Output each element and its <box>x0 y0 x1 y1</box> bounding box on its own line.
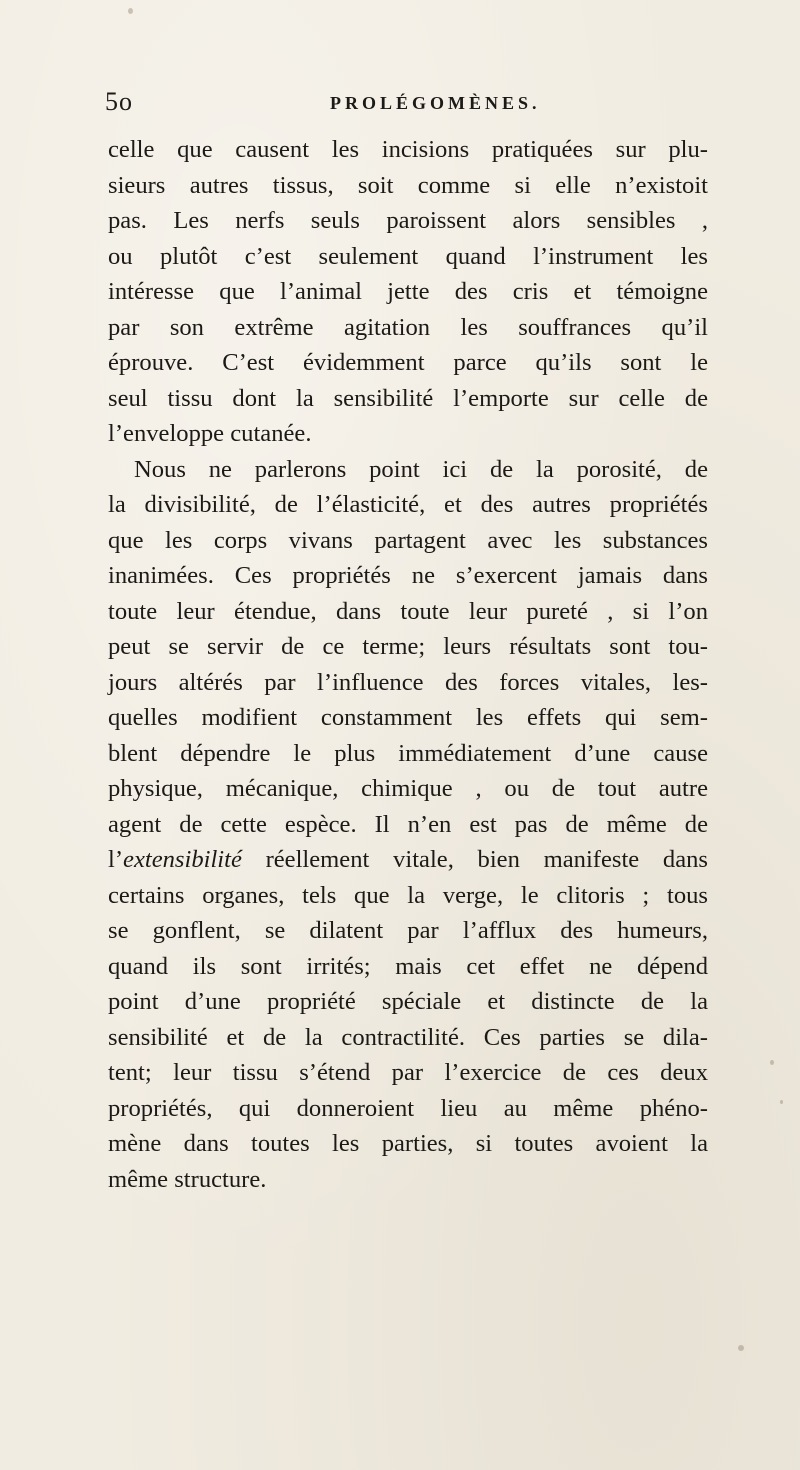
text-line: blent dépendre le plus immédiatement d’une cause <box>108 739 708 767</box>
text-line: mène dans toutes les parties, si toutes avoient la <box>108 1130 708 1157</box>
text-line: par son extrême agitation les souffrances qu’il <box>108 313 708 341</box>
text-line: pas. Les nerfs seuls paroissent alors sensibles , <box>108 207 708 234</box>
text-line: propriétés, qui donneroient lieu au même phéno- <box>108 1094 708 1122</box>
italic-line-rest: réellement vitale, bien manifeste dans <box>241 846 708 873</box>
text-line: ou plutôt c’est seulement quand l’instrument les <box>108 242 708 270</box>
text-line: celle que causent les incisions pratiquées sur plu- <box>108 136 708 163</box>
text-line: quelles modifient constamment les effets qui sem- <box>108 704 708 731</box>
page-number: 5o <box>105 87 133 116</box>
text-line: sieurs autres tissus, soit comme si elle n’existoit <box>108 171 708 199</box>
text-line: seul tissu dont la sensibilité l’emporte sur celle de <box>108 384 708 412</box>
text-line: certains organes, tels que la verge, le clitoris ; tous <box>108 881 708 909</box>
text-line: même structure. <box>108 1165 267 1193</box>
text-line: peut se servir de ce terme; leurs résultats sont tou- <box>108 633 708 660</box>
text-line: jours altérés par l’influence des forces vitales, les- <box>108 668 708 696</box>
text-line: la divisibilité, de l’élasticité, et des autres propriétés <box>108 491 708 518</box>
running-title: PROLÉGOMÈNES. <box>330 93 541 113</box>
text-line: tent; leur tissu s’étend par l’exercice de ces deux <box>108 1059 708 1086</box>
italic-line-article: l’ <box>108 846 124 873</box>
text-line: point d’une propriété spéciale et distincte de la <box>108 988 708 1015</box>
text-line: agent de cette espèce. Il n’en est pas de même de <box>108 810 708 838</box>
text-line: toute leur étendue, dans toute leur pureté , si l’on <box>108 597 708 625</box>
paper-speck <box>780 1100 783 1104</box>
text-line: intéresse que l’animal jette des cris et témoigne <box>108 278 708 305</box>
text-line: physique, mécanique, chimique , ou de tout autre <box>108 775 708 802</box>
paper-speck <box>738 1345 744 1351</box>
body-text <box>108 132 708 1197</box>
paper-speck <box>770 1060 774 1065</box>
paragraph-1 <box>108 132 708 452</box>
text-line: inanimées. Ces propriétés ne s’exercent jamais dans <box>108 562 708 589</box>
text-line: Nous ne parlerons point ici de la porosité, de <box>134 455 708 483</box>
text-line: que les corps vivans partagent avec les substances <box>108 526 708 554</box>
text-line: éprouve. C’est évidemment parce qu’ils sont le <box>108 349 708 376</box>
paper-speck <box>128 8 133 14</box>
text-line: se gonflent, se dilatent par l’afflux des humeurs, <box>108 917 708 944</box>
italic-term: extensibilité <box>123 846 242 873</box>
text-line-italic <box>108 842 708 878</box>
paragraph-2 <box>108 452 708 1198</box>
text-line: l’enveloppe cutanée. <box>108 420 312 447</box>
text-line: quand ils sont irrités; mais cet effet ne dépend <box>108 952 708 980</box>
text-line: sensibilité et de la contractilité. Ces parties se dila- <box>108 1023 708 1051</box>
running-head <box>105 88 705 116</box>
